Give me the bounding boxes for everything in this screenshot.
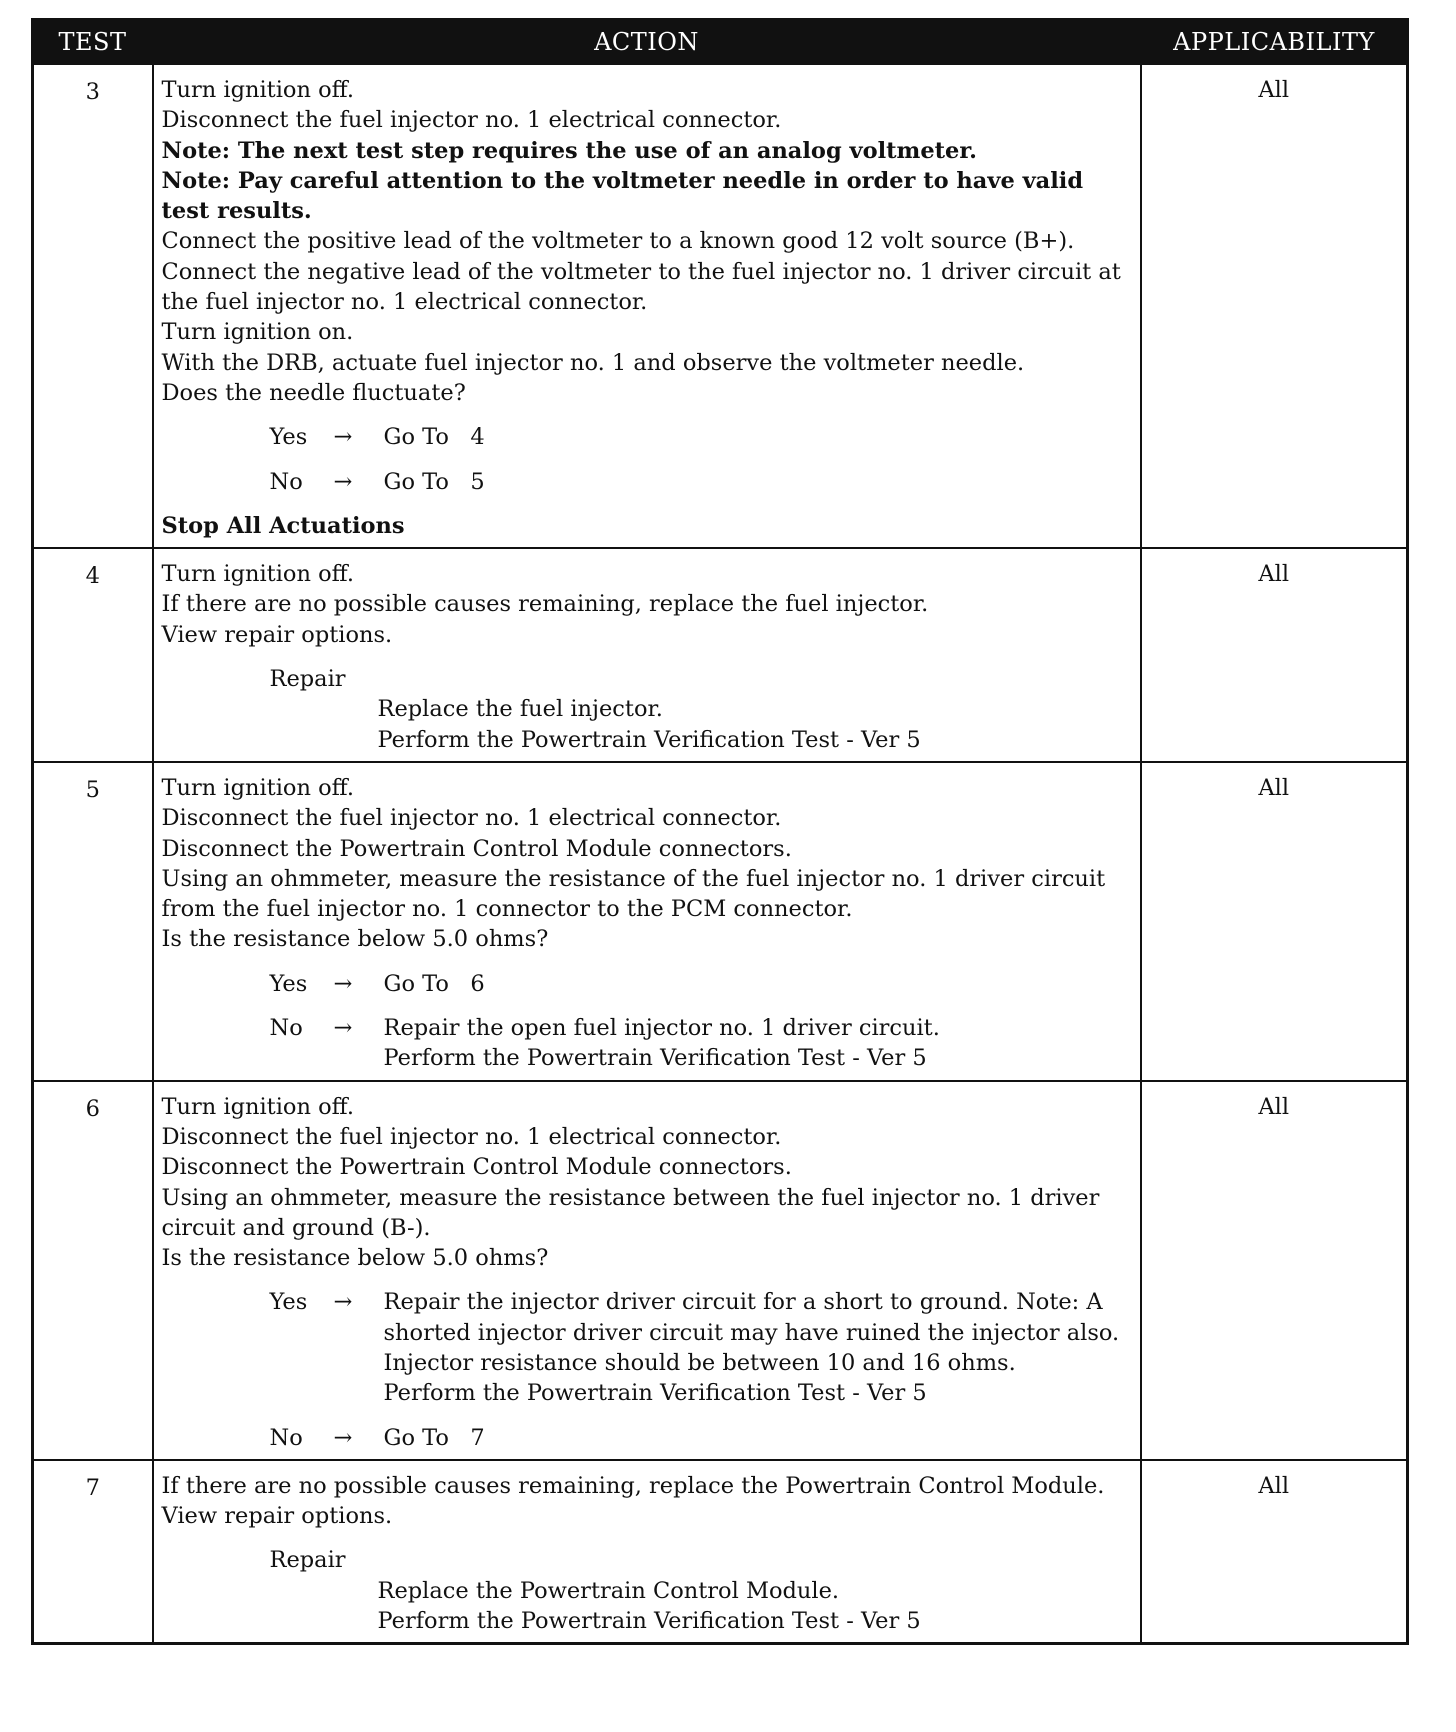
branch-result: Go To 4 <box>383 424 485 451</box>
branch-yes <box>270 1287 1134 1408</box>
action-step: Disconnect the Powertrain Control Module connectors. <box>161 835 792 862</box>
repair-step: Perform the Powertrain Verification Test - Ver 5 <box>377 726 921 753</box>
table-row-test-5 <box>33 762 1408 1081</box>
repair-step: Perform the Powertrain Verification Test - Ver 5 <box>377 1608 921 1635</box>
header-test: TEST <box>33 20 153 65</box>
repair-step: Replace the fuel injector. <box>377 696 663 723</box>
action-step: With the DRB, actuate fuel injector no. 1 and observe the voltmeter needle. <box>161 349 1025 376</box>
table-row-test-4 <box>33 548 1408 762</box>
action-step: Using an ohmmeter, measure the resistance of the fuel injector no. 1 driver circuit from the fuel injector no. 1 connector to the PCM connector. <box>161 865 1106 923</box>
branch-no <box>270 467 1134 497</box>
applicability-cell: All <box>1141 1081 1408 1460</box>
arrow-right-icon: → <box>333 1424 353 1451</box>
action-step: If there are no possible causes remaining, replace the Powertrain Control Module. <box>161 1472 1105 1499</box>
table-header-row <box>33 20 1408 65</box>
table-row-test-6 <box>33 1081 1408 1460</box>
action-question: Does the needle fluctuate? <box>161 379 466 406</box>
branch-result: Go To 6 <box>383 970 485 997</box>
branch-answer: No <box>269 468 303 495</box>
action-cell <box>153 1081 1141 1460</box>
action-step: Disconnect the fuel injector no. 1 electrical connector. <box>161 805 782 832</box>
branch-result-line: Injector resistance should be between 10 and 16 ohms. <box>383 1349 1016 1376</box>
action-step: Disconnect the fuel injector no. 1 electrical connector. <box>161 1123 782 1150</box>
action-note: Note: The next test step requires the use of an analog voltmeter. <box>161 137 977 164</box>
test-number: 5 <box>33 762 153 1081</box>
action-step: View repair options. <box>161 621 393 648</box>
arrow-right-icon: → <box>333 468 353 495</box>
action-footer: Stop All Actuations <box>161 512 405 539</box>
branch-result: Go To 7 <box>383 1424 485 1451</box>
action-step: Disconnect the fuel injector no. 1 electrical connector. <box>161 107 782 134</box>
repair-steps <box>378 694 1134 755</box>
repair-steps <box>378 1576 1134 1637</box>
action-step: Connect the positive lead of the voltmeter to a known good 12 volt source (B+). <box>161 228 1075 255</box>
test-number: 7 <box>33 1460 153 1644</box>
repair-step: Replace the Powertrain Control Module. <box>377 1577 840 1604</box>
branch-no <box>270 1013 1134 1074</box>
applicability-cell: All <box>1141 1460 1408 1644</box>
table-row-test-3 <box>33 64 1408 548</box>
applicability-cell: All <box>1141 548 1408 762</box>
branch-result-line: Repair the injector driver circuit for a short to ground. Note: A shorted injector driver circuit may have ruined the injector also. <box>383 1289 1120 1346</box>
diagnostic-table <box>31 18 1409 1645</box>
arrow-right-icon: → <box>333 970 353 997</box>
action-step: View repair options. <box>161 1503 393 1530</box>
action-step: Turn ignition off. <box>161 561 354 588</box>
test-number: 3 <box>33 64 153 548</box>
header-applicability: APPLICABILITY <box>1141 20 1408 65</box>
test-number: 6 <box>33 1081 153 1460</box>
branch-result-line: Perform the Powertrain Verification Test - Ver 5 <box>383 1045 927 1072</box>
branch-result <box>384 1287 1134 1408</box>
action-cell <box>153 548 1141 762</box>
arrow-right-icon: → <box>333 1289 353 1316</box>
arrow-right-icon: → <box>333 424 353 451</box>
action-cell <box>153 762 1141 1081</box>
branch-result: Go To 5 <box>383 468 485 495</box>
branch-answer: Yes <box>269 970 308 997</box>
test-number: 4 <box>33 548 153 762</box>
branch-answer: Yes <box>269 1289 308 1316</box>
arrow-right-icon: → <box>333 1015 353 1042</box>
repair-label: Repair <box>269 666 346 693</box>
action-step: Using an ohmmeter, measure the resistance between the fuel injector no. 1 driver circuit and ground (B-). <box>161 1184 1100 1241</box>
branch-no <box>270 1423 1134 1453</box>
diagnostic-test-sheet <box>31 18 1406 1645</box>
action-note: Note: Pay careful attention to the voltmeter needle in order to have valid test results. <box>161 167 1084 225</box>
branch-yes <box>270 422 1134 452</box>
action-step: Connect the negative lead of the voltmeter to the fuel injector no. 1 driver circuit at the fuel injector no. 1 electrical connector. <box>161 258 1121 316</box>
repair-label: Repair <box>269 1547 346 1574</box>
action-step: Turn ignition on. <box>161 319 354 346</box>
action-step: Turn ignition off. <box>161 77 354 103</box>
action-question: Is the resistance below 5.0 ohms? <box>161 1245 549 1272</box>
applicability-cell: All <box>1141 64 1408 548</box>
table-row-test-7 <box>33 1460 1408 1644</box>
branch-answer: No <box>269 1424 303 1451</box>
branch-result-line: Perform the Powertrain Verification Test - Ver 5 <box>383 1380 927 1407</box>
branch-result <box>384 1013 1134 1074</box>
action-step: Turn ignition off. <box>161 1093 354 1120</box>
branch-yes <box>270 969 1134 999</box>
action-question: Is the resistance below 5.0 ohms? <box>161 926 549 953</box>
action-step: Disconnect the Powertrain Control Module connectors. <box>161 1154 792 1181</box>
branch-answer: No <box>269 1015 303 1042</box>
header-action: ACTION <box>153 20 1141 65</box>
action-step: If there are no possible causes remaining, replace the fuel injector. <box>161 591 929 618</box>
branch-answer: Yes <box>269 424 308 451</box>
branch-result-line: Repair the open fuel injector no. 1 driver circuit. <box>383 1015 940 1042</box>
applicability-cell: All <box>1141 762 1408 1081</box>
action-step: Turn ignition off. <box>161 774 354 801</box>
action-cell <box>153 1460 1141 1644</box>
action-cell <box>153 64 1141 548</box>
